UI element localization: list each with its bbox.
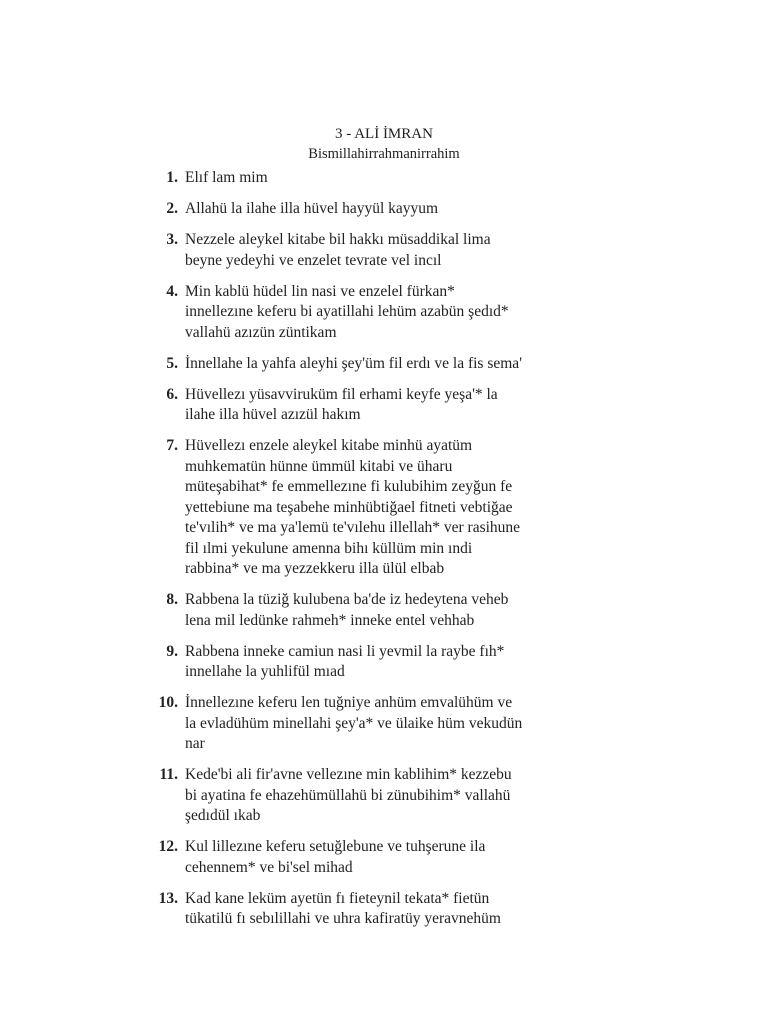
verse-text bbox=[185, 385, 570, 426]
verse-line: İnnellahe la yahfa aleyhi şey'üm fil erdı ve la fis sema' bbox=[185, 354, 522, 372]
verse-text bbox=[185, 168, 570, 189]
verse-line: nar bbox=[185, 735, 205, 752]
verse-line: Kede'bi ali fir'avne vellezıne min kablihim* kezzebu bbox=[185, 766, 512, 783]
verse-line: innellezıne keferu bi ayatillahi lehüm azabün şedıd* bbox=[185, 303, 509, 320]
verse-list bbox=[150, 168, 570, 940]
verse-item bbox=[150, 837, 570, 878]
verse-line: ilahe illa hüvel azızül hakım bbox=[185, 406, 361, 423]
verse-number: 1. bbox=[166, 169, 178, 186]
verse-item bbox=[150, 282, 570, 344]
verse-line: te'vılih* ve ma ya'lemü te'vılehu illellah* ver rasihune bbox=[185, 519, 521, 536]
verse-number: 10. bbox=[158, 694, 178, 711]
verse-line: Rabbena la tüziğ kulubena ba'de iz hedeytena veheb bbox=[185, 591, 509, 608]
verse-line: Min kablü hüdel lin nasi ve enzelel fürkan* bbox=[185, 282, 455, 300]
verse-text bbox=[185, 590, 570, 631]
verse-line: muhkematün hünne ümmül kitabi ve üharu bbox=[185, 457, 453, 475]
verse-line: Kul lillezıne keferu setuğlebune ve tuhşerune ila bbox=[185, 838, 486, 855]
verse-text bbox=[185, 354, 570, 375]
verse-number: 8. bbox=[166, 591, 178, 608]
verse-line: cehennem* ve bi'sel mihad bbox=[185, 858, 353, 876]
verse-line: rabbina* ve ma yezzekkeru illa ülül elbab bbox=[185, 560, 445, 577]
verse-number: 5. bbox=[166, 354, 178, 372]
verse-line: beyne yedeyhi ve enzelet tevrate vel incıl bbox=[185, 251, 442, 269]
verse-number: 12. bbox=[158, 838, 178, 855]
verse-text bbox=[185, 642, 570, 683]
verse-number: 2. bbox=[166, 200, 178, 217]
verse-number: 9. bbox=[166, 642, 178, 660]
verse-text bbox=[185, 837, 570, 878]
verse-item bbox=[150, 642, 570, 683]
verse-number: 3. bbox=[166, 231, 178, 248]
verse-text bbox=[185, 199, 570, 220]
verse-item bbox=[150, 436, 570, 580]
verse-item bbox=[150, 168, 570, 189]
verse-text bbox=[185, 693, 570, 755]
verse-text bbox=[185, 282, 570, 344]
verse-number: 11. bbox=[159, 766, 178, 783]
verse-number: 13. bbox=[158, 889, 178, 907]
verse-line: yettebiune ma teşabehe minhübtiğael fitneti vebtiğae bbox=[185, 498, 513, 516]
verse-number: 4. bbox=[166, 282, 178, 300]
verse-line: Elıf lam mim bbox=[185, 169, 268, 186]
verse-line: fil ılmi yekulune amenna bihı küllüm min ındi bbox=[185, 539, 473, 557]
verse-line: la evladühüm minellahi şey'a* ve ülaike hüm vekudün bbox=[185, 714, 523, 732]
verse-line: şedıdül ıkab bbox=[185, 807, 261, 824]
verse-line: lena mil ledünke rahmeh* inneke entel vehhab bbox=[185, 611, 475, 629]
verse-line: Nezzele aleykel kitabe bil hakkı müsaddikal lima bbox=[185, 231, 491, 248]
verse-number: 6. bbox=[166, 385, 178, 403]
verse-item bbox=[150, 354, 570, 375]
verse-text bbox=[185, 765, 570, 827]
verse-text bbox=[185, 889, 570, 930]
verse-number: 7. bbox=[166, 437, 178, 454]
verse-line: innellahe la yuhlifül mıad bbox=[185, 663, 345, 680]
verse-item bbox=[150, 230, 570, 271]
verse-line: Kad kane leküm ayetün fı fieteynil tekata* fietün bbox=[185, 889, 490, 907]
surah-title: 3 - ALİ İMRAN bbox=[335, 126, 433, 142]
verse-line: bi ayatina fe ehazehümüllahü bi zünubihim* vallahü bbox=[185, 786, 511, 804]
verse-line: Rabbena inneke camiun nasi li yevmil la raybe fıh* bbox=[185, 642, 505, 660]
verse-line: Hüvellezı yüsavviruküm fil erhami keyfe yeşa'* la bbox=[185, 385, 498, 403]
verse-text bbox=[185, 230, 570, 271]
verse-item bbox=[150, 889, 570, 930]
verse-line: Allahü la ilahe illa hüvel hayyül kayyum bbox=[185, 200, 439, 217]
verse-text bbox=[185, 436, 570, 580]
basmala-subtitle: Bismillahirrahmanirrahim bbox=[308, 146, 460, 162]
verse-line: tükatilü fı sebılillahi ve uhra kafiratüy yeravnehüm bbox=[185, 910, 501, 927]
verse-item bbox=[150, 385, 570, 426]
verse-line: vallahü azızün züntikam bbox=[185, 323, 337, 341]
verse-item bbox=[150, 590, 570, 631]
verse-item bbox=[150, 765, 570, 827]
verse-line: müteşabihat* fe emmellezıne fi kulubihim zeyğun fe bbox=[185, 478, 513, 495]
verse-item bbox=[150, 199, 570, 220]
verse-line: İnnellezıne keferu len tuğniye anhüm emvalühüm ve bbox=[185, 694, 513, 711]
verse-item bbox=[150, 693, 570, 755]
verse-line: Hüvellezı enzele aleykel kitabe minhü ayatüm bbox=[185, 437, 473, 454]
